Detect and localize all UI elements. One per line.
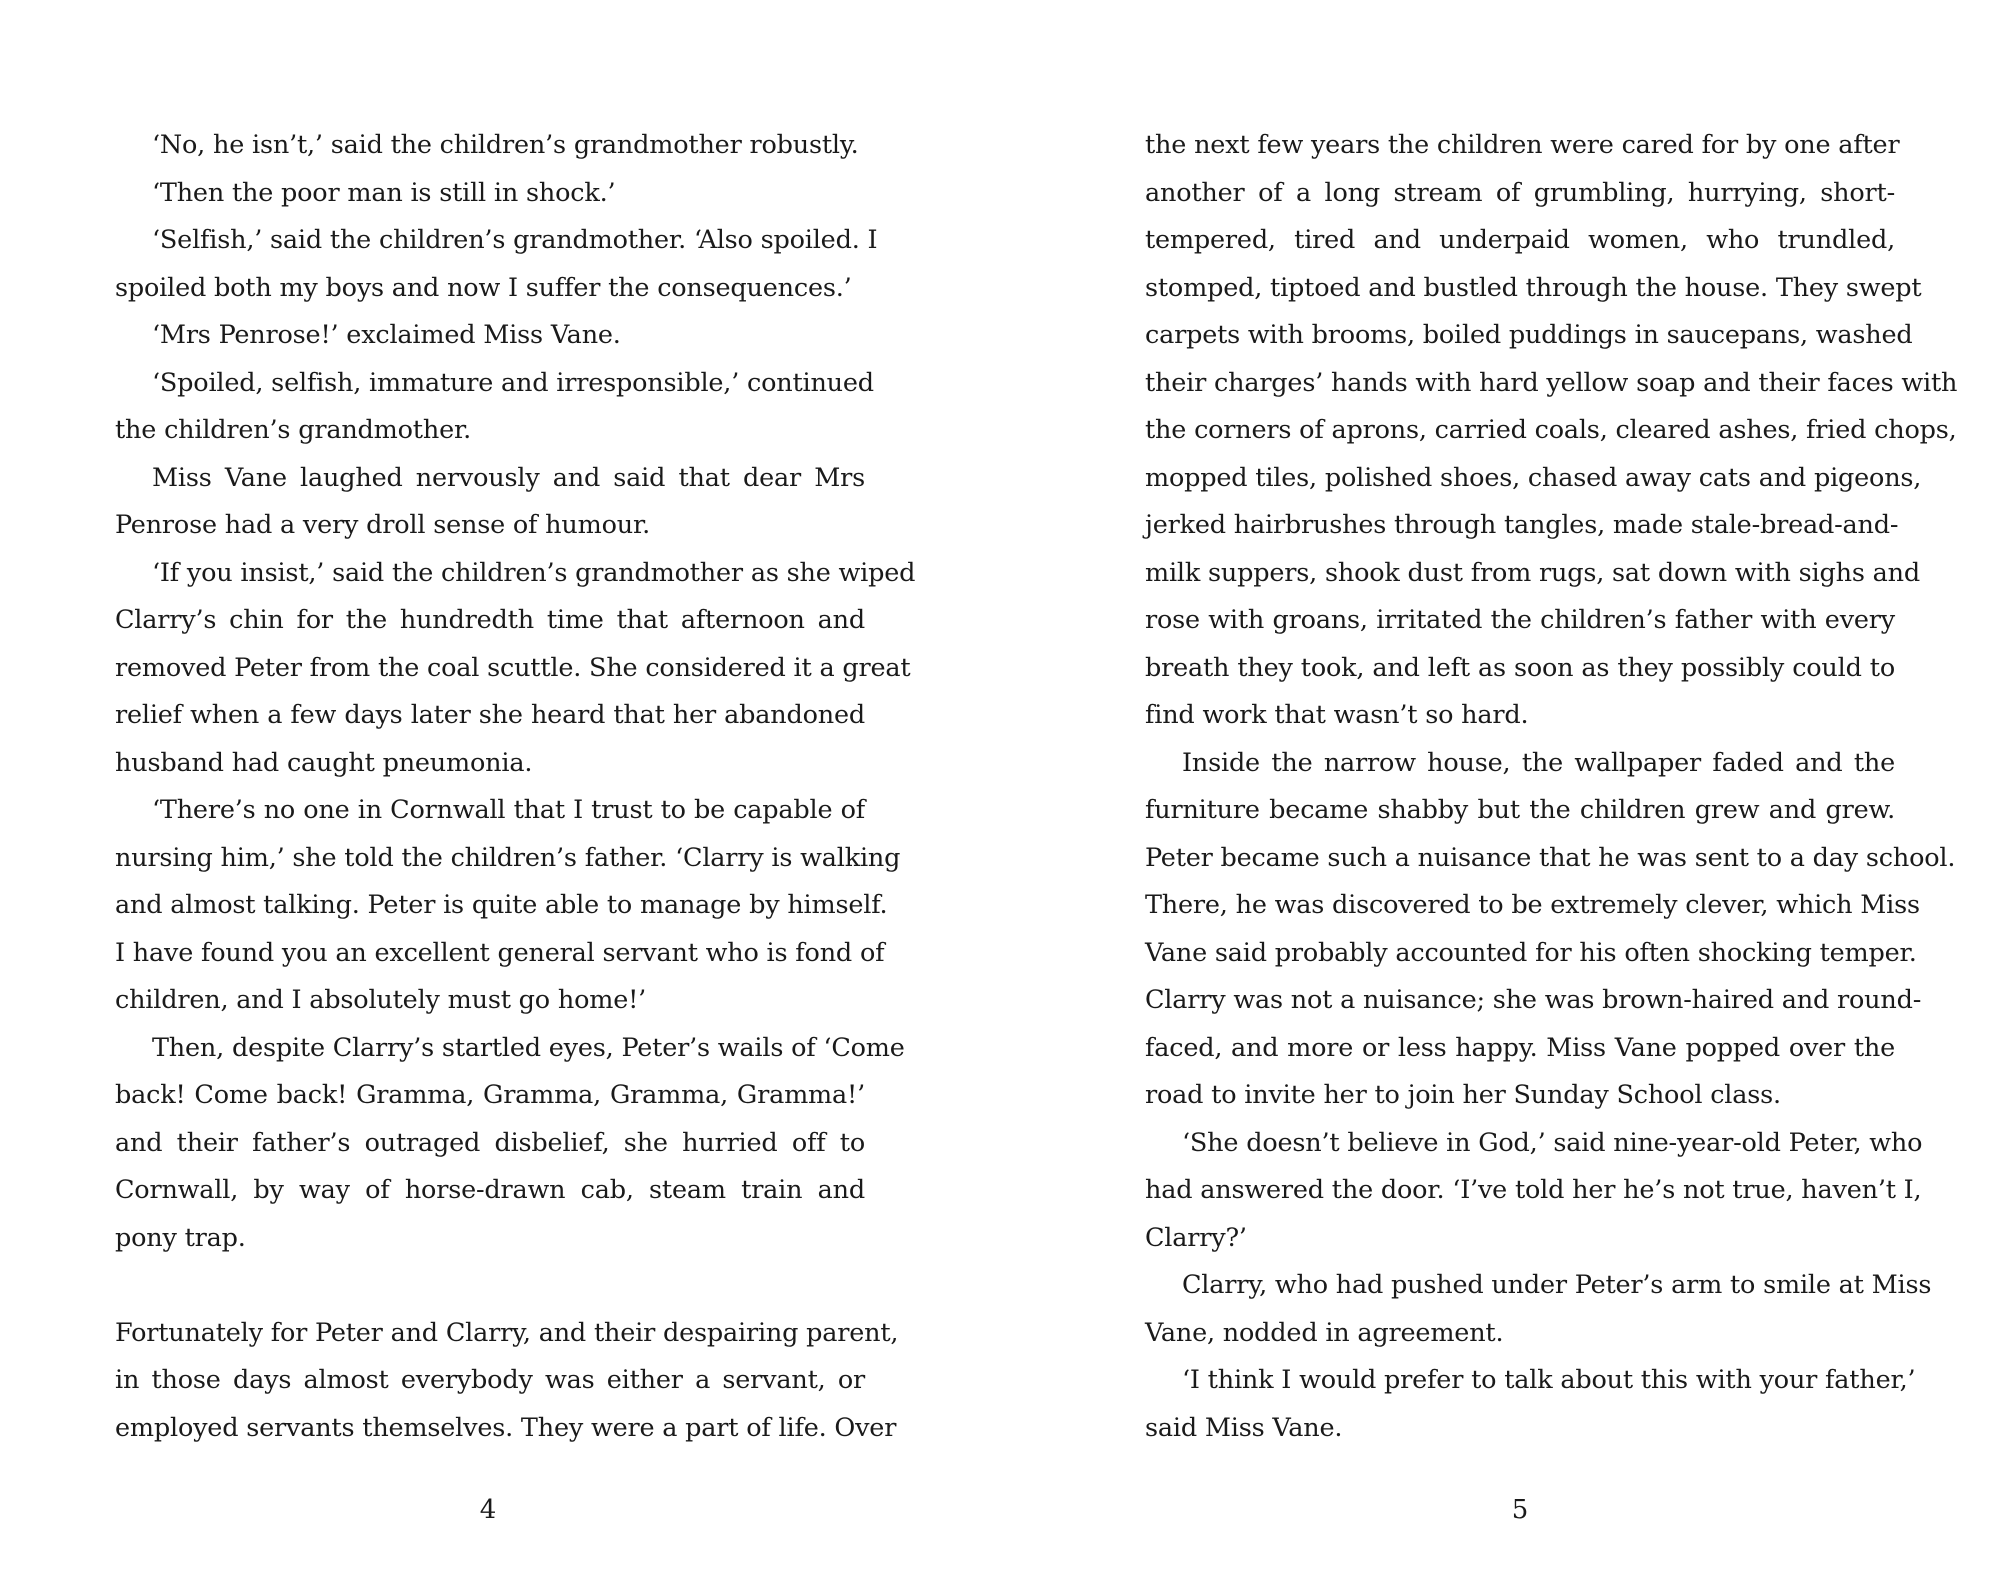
text-line: ‘Then the poor man is still in shock.’ — [152, 177, 616, 208]
text-line: ‘If you insist,’ said the children’s grandmother as she wiped — [152, 557, 916, 588]
text-line: stomped, tiptoed and bustled through the house. They swept — [1145, 272, 1922, 303]
text-line: Cornwall, by way of horse-drawn cab, steam train and — [115, 1175, 865, 1205]
text-line: Penrose had a very droll sense of humour. — [115, 510, 651, 540]
text-line: ‘Spoiled, selfish, immature and irresponsible,’ continued — [152, 367, 874, 398]
text-line: furniture became shabby but the children grew and grew. — [1145, 795, 1895, 825]
text-line: ‘Selfish,’ said the children’s grandmother. ‘Also spoiled. I — [152, 225, 878, 255]
text-line: find work that wasn’t so hard. — [1145, 700, 1529, 730]
text-line: relief when a few days later she heard that her abandoned — [115, 700, 865, 730]
text-line: husband had caught pneumonia. — [115, 747, 533, 778]
page-number-left: 4 — [479, 1495, 497, 1525]
text-line: ‘Mrs Penrose!’ exclaimed Miss Vane. — [152, 320, 621, 350]
text-line: jerked hairbrushes through tangles, made stale-bread-and- — [1145, 510, 1899, 540]
text-line: Clarry, who had pushed under Peter’s arm to smile at Miss — [1182, 1270, 1932, 1300]
text-line: mopped tiles, polished shoes, chased away cats and pigeons, — [1145, 462, 1922, 493]
text-line: road to invite her to join her Sunday School class. — [1145, 1080, 1781, 1110]
text-line: and their father’s outraged disbelief, she hurried off to — [115, 1127, 865, 1158]
text-line: Then, despite Clarry’s startled eyes, Peter’s wails of ‘Come — [152, 1032, 905, 1063]
text-line: rose with groans, irritated the children’s father with every — [1145, 605, 1895, 635]
text-line: Peter became such a nuisance that he was sent to a day school. — [1145, 842, 1956, 873]
text-line: the corners of aprons, carried coals, cleared ashes, fried chops, — [1145, 415, 1957, 445]
text-line: pony trap. — [115, 1222, 246, 1253]
text-line: ‘I think I would prefer to talk about this with your father,’ — [1182, 1365, 1916, 1395]
text-line: removed Peter from the coal scuttle. She considered it a great — [115, 652, 911, 683]
text-line: Miss Vane laughed nervously and said that dear Mrs — [152, 462, 865, 493]
text-line: spoiled both my boys and now I suffer the consequences.’ — [115, 272, 852, 303]
text-line: employed servants themselves. They were a part of life. Over — [115, 1412, 897, 1443]
text-line: Clarry’s chin for the hundredth time that afternoon and — [115, 605, 865, 635]
text-line: nursing him,’ she told the children’s father. ‘Clarry is walking — [115, 842, 901, 873]
text-line: I have found you an excellent general servant who is fond of — [115, 937, 885, 968]
text-line: carpets with brooms, boiled puddings in saucepans, washed — [1145, 320, 1913, 350]
text-line: Inside the narrow house, the wallpaper faded and the — [1182, 747, 1895, 778]
text-line: the children’s grandmother. — [115, 415, 472, 445]
text-line: breath they took, and left as soon as they possibly could to — [1145, 652, 1895, 683]
text-line: Fortunately for Peter and Clarry, and their despairing parent, — [115, 1317, 899, 1348]
text-line: Clarry?’ — [1145, 1222, 1247, 1253]
text-line: back! Come back! Gramma, Gramma, Gramma, Gramma!’ — [115, 1080, 865, 1110]
text-line: children, and I absolutely must go home!’ — [115, 985, 647, 1015]
text-line: in those days almost everybody was either a servant, or — [115, 1365, 865, 1395]
text-line: another of a long stream of grumbling, hurrying, short- — [1145, 177, 1895, 208]
text-line: their charges’ hands with hard yellow soap and their faces with — [1145, 367, 1958, 398]
text-line: Vane said probably accounted for his often shocking temper. — [1145, 937, 1917, 968]
section-break — [115, 1262, 865, 1310]
left-page — [115, 122, 916, 1452]
text-line: ‘She doesn’t believe in God,’ said nine-year-old Peter, who — [1182, 1127, 1923, 1158]
right-page — [1145, 122, 1958, 1452]
text-line: ‘There’s no one in Cornwall that I trust to be capable of — [152, 795, 865, 825]
text-line: and almost talking. Peter is quite able to manage by himself. — [115, 890, 888, 920]
text-line: faced, and more or less happy. Miss Vane popped over the — [1145, 1032, 1895, 1063]
text-line: Clarry was not a nuisance; she was brown-haired and round- — [1145, 985, 1922, 1015]
text-line: ‘No, he isn’t,’ said the children’s grandmother robustly. — [152, 130, 859, 160]
text-line: had answered the door. ‘I’ve told her he’s not true, haven’t I, — [1145, 1175, 1922, 1205]
text-line: tempered, tired and underpaid women, who trundled, — [1145, 225, 1895, 255]
text-line: the next few years the children were cared for by one after — [1145, 130, 1900, 160]
page-number-right: 5 — [1511, 1495, 1529, 1525]
text-line: There, he was discovered to be extremely clever, which Miss — [1145, 890, 1920, 920]
text-line: said Miss Vane. — [1145, 1412, 1343, 1443]
text-line: milk suppers, shook dust from rugs, sat down with sighs and — [1145, 557, 1921, 588]
text-line: Vane, nodded in agreement. — [1145, 1317, 1504, 1348]
